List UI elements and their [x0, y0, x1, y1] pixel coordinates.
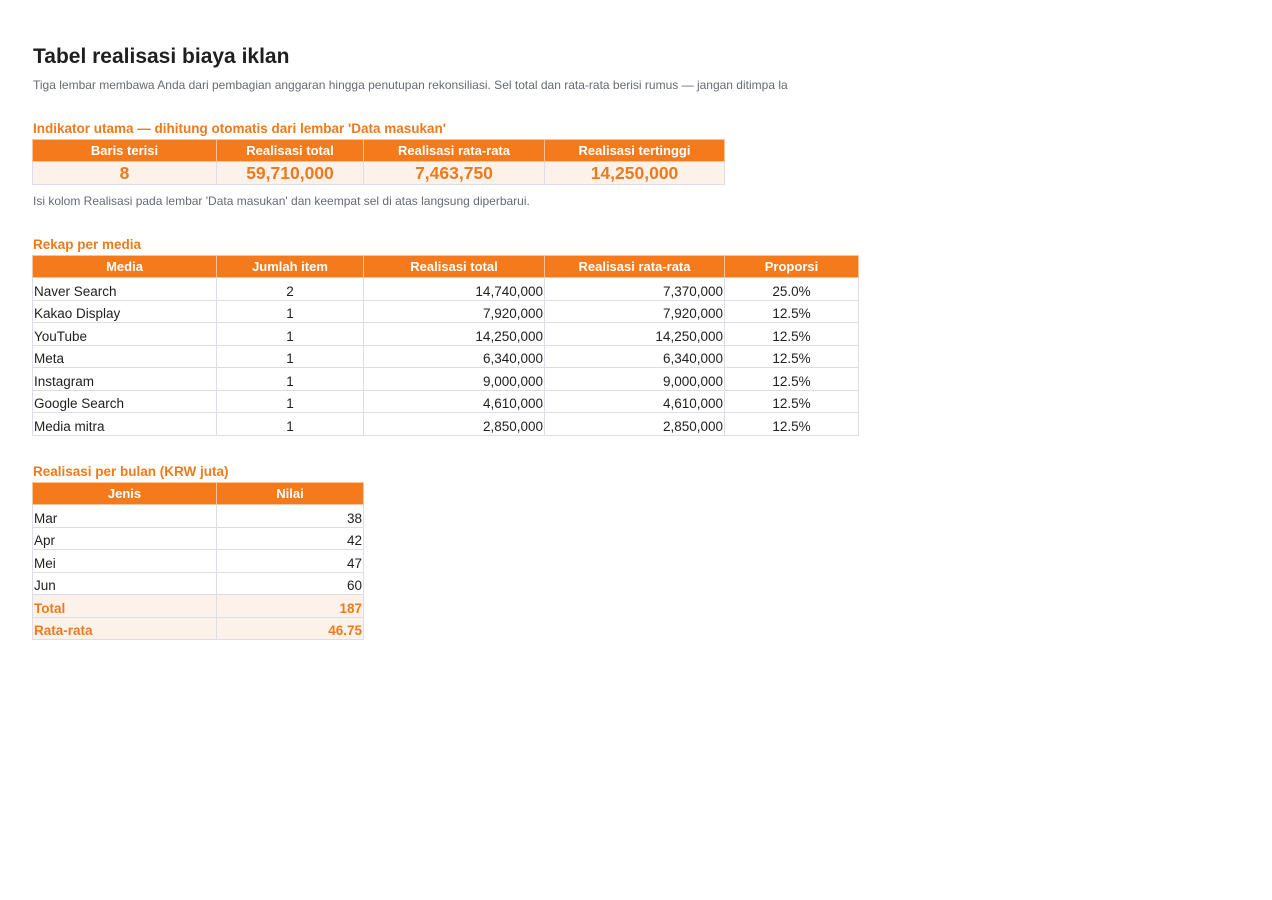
cell-month[interactable]: Apr [33, 527, 217, 550]
table-row [33, 413, 859, 436]
kpi-value-rows-filled[interactable]: 8 [33, 162, 217, 185]
cell-media[interactable]: Naver Search [33, 278, 217, 301]
cell-average-value[interactable]: 46.75 [217, 617, 364, 640]
total-row [33, 595, 364, 618]
cell-count[interactable]: 1 [217, 345, 364, 368]
table-row [33, 345, 859, 368]
table-row [33, 368, 859, 391]
media-summary-table [32, 255, 859, 436]
kpi-section-title: Indikator utama — dihitung otomatis dari lembar 'Data masukan' [33, 121, 446, 136]
table-row [33, 278, 859, 301]
monthly-header-cell[interactable]: Nilai [217, 483, 364, 505]
monthly-table [32, 482, 364, 640]
kpi-header-cell[interactable]: Realisasi rata-rata [364, 140, 545, 162]
cell-proportion[interactable]: 12.5% [725, 345, 859, 368]
kpi-value-average[interactable]: 7,463,750 [364, 162, 545, 185]
table-row [33, 550, 364, 573]
cell-average-label[interactable]: Rata-rata [33, 617, 217, 640]
spreadsheet-page [33, 44, 1253, 638]
cell-total-value[interactable]: 187 [217, 595, 364, 618]
table-row [33, 390, 859, 413]
cell-count[interactable]: 1 [217, 368, 364, 391]
cell-media[interactable]: Media mitra [33, 413, 217, 436]
media-header-cell[interactable]: Realisasi total [364, 256, 545, 278]
monthly-header-cell[interactable]: Jenis [33, 483, 217, 505]
cell-proportion[interactable]: 12.5% [725, 300, 859, 323]
cell-average[interactable]: 9,000,000 [545, 368, 725, 391]
cell-month[interactable]: Jun [33, 572, 217, 595]
media-section-title: Rekap per media [33, 237, 142, 252]
cell-average[interactable]: 4,610,000 [545, 390, 725, 413]
cell-proportion[interactable]: 12.5% [725, 390, 859, 413]
cell-media[interactable]: Google Search [33, 390, 217, 413]
cell-value[interactable]: 60 [217, 572, 364, 595]
cell-media[interactable]: Instagram [33, 368, 217, 391]
cell-average[interactable]: 2,850,000 [545, 413, 725, 436]
media-header-cell[interactable]: Jumlah item [217, 256, 364, 278]
cell-total[interactable]: 14,740,000 [364, 278, 545, 301]
cell-proportion[interactable]: 25.0% [725, 278, 859, 301]
cell-media[interactable]: Kakao Display [33, 300, 217, 323]
kpi-value-max[interactable]: 14,250,000 [545, 162, 725, 185]
table-row [33, 572, 364, 595]
monthly-section-title: Realisasi per bulan (KRW juta) [33, 464, 229, 479]
cell-value[interactable]: 47 [217, 550, 364, 573]
cell-total[interactable]: 14,250,000 [364, 323, 545, 346]
cell-average[interactable]: 7,920,000 [545, 300, 725, 323]
cell-average[interactable]: 7,370,000 [545, 278, 725, 301]
cell-count[interactable]: 1 [217, 413, 364, 436]
cell-media[interactable]: YouTube [33, 323, 217, 346]
cell-total[interactable]: 7,920,000 [364, 300, 545, 323]
cell-total[interactable]: 4,610,000 [364, 390, 545, 413]
kpi-value-total[interactable]: 59,710,000 [217, 162, 364, 185]
kpi-table [32, 139, 725, 185]
cell-value[interactable]: 42 [217, 527, 364, 550]
media-header-cell[interactable]: Media [33, 256, 217, 278]
page-title: Tabel realisasi biaya iklan [33, 45, 290, 68]
cell-proportion[interactable]: 12.5% [725, 368, 859, 391]
cell-total[interactable]: 6,340,000 [364, 345, 545, 368]
kpi-header-cell[interactable]: Baris terisi [33, 140, 217, 162]
cell-total[interactable]: 9,000,000 [364, 368, 545, 391]
cell-count[interactable]: 1 [217, 300, 364, 323]
table-row [33, 527, 364, 550]
cell-proportion[interactable]: 12.5% [725, 413, 859, 436]
media-header-cell[interactable]: Realisasi rata-rata [545, 256, 725, 278]
cell-value[interactable]: 38 [217, 505, 364, 528]
kpi-header-cell[interactable]: Realisasi total [217, 140, 364, 162]
cell-month[interactable]: Mar [33, 505, 217, 528]
cell-total-label[interactable]: Total [33, 595, 217, 618]
cell-count[interactable]: 2 [217, 278, 364, 301]
average-row [33, 617, 364, 640]
cell-average[interactable]: 6,340,000 [545, 345, 725, 368]
table-row [33, 505, 364, 528]
cell-count[interactable]: 1 [217, 390, 364, 413]
cell-proportion[interactable]: 12.5% [725, 323, 859, 346]
table-row [33, 300, 859, 323]
cell-month[interactable]: Mei [33, 550, 217, 573]
cell-count[interactable]: 1 [217, 323, 364, 346]
cell-average[interactable]: 14,250,000 [545, 323, 725, 346]
kpi-note: Isi kolom Realisasi pada lembar 'Data masukan' dan keempat sel di atas langsung diperbarui. [33, 194, 530, 208]
cell-media[interactable]: Meta [33, 345, 217, 368]
cell-total[interactable]: 2,850,000 [364, 413, 545, 436]
table-row [33, 323, 859, 346]
page-subtitle: Tiga lembar membawa Anda dari pembagian anggaran hingga penutupan rekonsiliasi. Sel total dan rata-rata berisi rumus — jangan ditimpa la [33, 78, 788, 92]
media-header-cell[interactable]: Proporsi [725, 256, 859, 278]
kpi-header-cell[interactable]: Realisasi tertinggi [545, 140, 725, 162]
